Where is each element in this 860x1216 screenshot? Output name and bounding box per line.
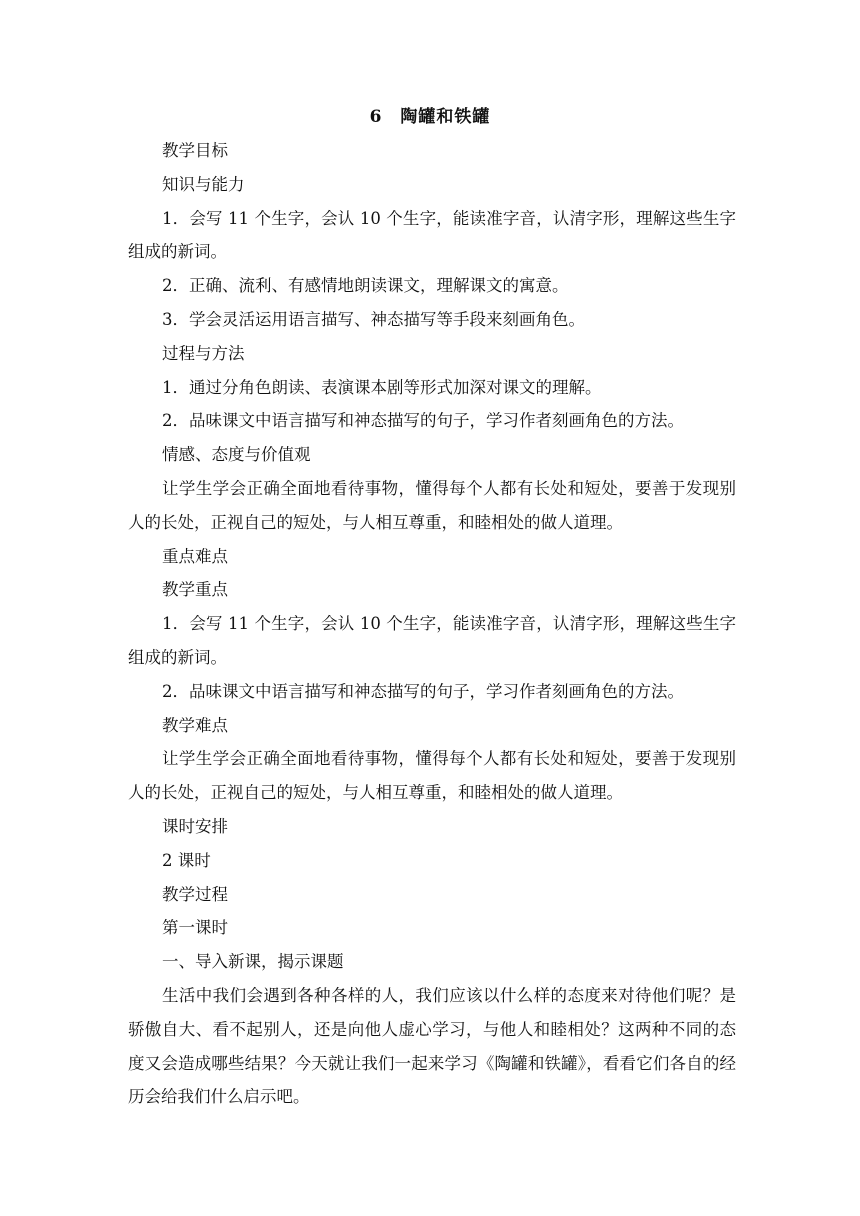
paragraph-goal-1: 1．会写 11 个生字，会认 10 个生字，能读准字音，认清字形，理解这些生字组成的新词。 [128,208,736,262]
paragraph-key-2: 2．品味课文中语言描写和神态描写的句子，学习作者刻画角色的方法。 [162,681,684,701]
subheading-knowledge-ability: 知识与能力 [162,174,245,194]
paragraph-process-2: 2．品味课文中语言描写和神态描写的句子，学习作者刻画角色的方法。 [162,411,684,431]
paragraph-goal-2: 2．正确、流利、有感情地朗读课文，理解课文的寓意。 [162,276,569,296]
subheading-difficult-points: 教学难点 [162,715,228,735]
subheading-key-points: 教学重点 [162,580,228,600]
section-heading-schedule: 课时安排 [162,816,228,836]
section-heading-teaching-goals: 教学目标 [162,141,228,160]
subheading-emotion-values: 情感、态度与价值观 [162,445,311,465]
subheading-intro: 一、导入新课，揭示课题 [162,952,344,972]
paragraph-emotion: 让学生学会正确全面地看待事物，懂得每个人都有长处和短处，要善于发现别人的长处，正视自己的短处，与人相互尊重，和睦相处的做人道理。 [128,478,736,532]
section-heading-process: 教学过程 [162,884,228,904]
paragraph-intro: 生活中我们会遇到各种各样的人，我们应该以什么样的态度来对待他们呢？是骄傲自大、看不起别人，还是向他人虚心学习，与他人和睦相处？这两种不同的态度又会造成哪些结果？今天就让我们一起来学习《陶罐和铁罐》，看看它们各自的经历会给我们什么启示吧。 [128,985,736,1107]
document-title: 6 陶罐和铁罐 [369,107,491,127]
paragraph-difficult: 让学生学会正确全面地看待事物，懂得每个人都有长处和短处，要善于发现别人的长处，正视自己的短处，与人相互尊重，和睦相处的做人道理。 [128,749,736,803]
paragraph-goal-3: 3．学会灵活运用语言描写、神态描写等手段来刻画角色。 [162,309,585,329]
paragraph-key-1: 1．会写 11 个生字，会认 10 个生字，能读准字音，认清字形，理解这些生字组成的新词。 [128,614,736,667]
subheading-first-lesson: 第一课时 [162,918,228,938]
document-body [128,134,736,1114]
section-heading-key-difficult: 重点难点 [162,546,228,566]
paragraph-schedule: 2 课时 [162,850,211,870]
paragraph-process-1: 1．通过分角色朗读、表演课本剧等形式加深对课文的理解。 [162,377,602,397]
subheading-process-method: 过程与方法 [162,343,245,363]
